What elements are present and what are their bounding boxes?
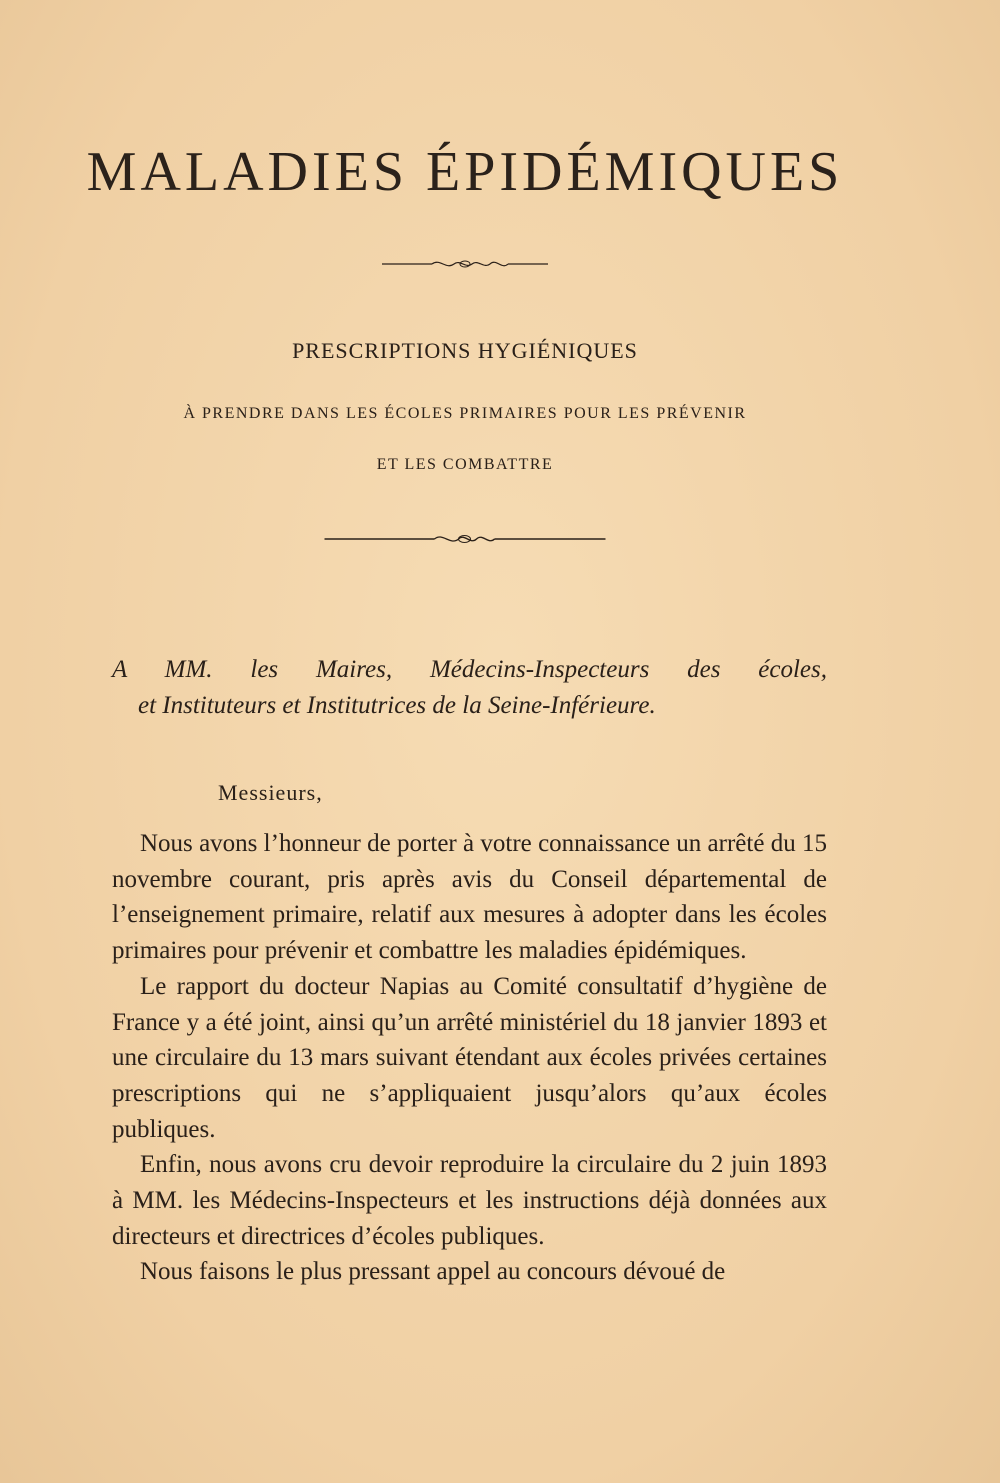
subtitle-line-2: ET LES COMBATTRE [376, 456, 554, 473]
salutation: Messieurs, [218, 780, 323, 805]
paragraph: Nous faisons le plus pressant appel au concours dévoué de [140, 1258, 726, 1286]
paragraph: Enfin, nous avons cru devoir reproduire la circulaire du 2 juin 1893 à MM. les Médecins-Inspecteurs et les instructions déjà données aux directeurs et directrices d’écoles publiques. [112, 1151, 827, 1250]
ornament-divider-bottom [323, 528, 608, 550]
address-line-1: A MM. les Maires, Médecins-Inspecteurs des écoles, [112, 656, 827, 683]
subtitle-line-1: À PRENDRE DANS LES ÉCOLES PRIMAIRES POUR LES PRÉVENIR [183, 405, 747, 422]
address-block [112, 652, 827, 724]
paragraph: Nous avons l’honneur de porter à votre connaissance un arrêté du 15 novembre courant, pris après avis du Conseil départemental de l’enseignement primaire, relatif aux mesures à adopter dans les écoles primaires pour prévenir et combattre les maladies épidémiques. [112, 830, 827, 965]
document-subtitle: PRESCRIPTIONS HYGIÉNIQUES [292, 338, 638, 363]
paragraph: Le rapport du docteur Napias au Comité consultatif d’hygiène de France y a été joint, ainsi qu’un arrêté ministériel du 18 janvier 1893 et une circulaire du 13 mars suivant étendant aux écoles privées certaines prescriptions qui ne s’appliquaient jusqu’alors qu’aux écoles publiques. [112, 972, 827, 1143]
body-text [112, 826, 827, 1290]
document-title: MALADIES ÉPIDÉMIQUES [86, 141, 844, 203]
address-line-2: et Instituteurs et Institutrices de la Seine-Inférieure. [138, 692, 656, 719]
ornament-divider-top [380, 254, 550, 274]
